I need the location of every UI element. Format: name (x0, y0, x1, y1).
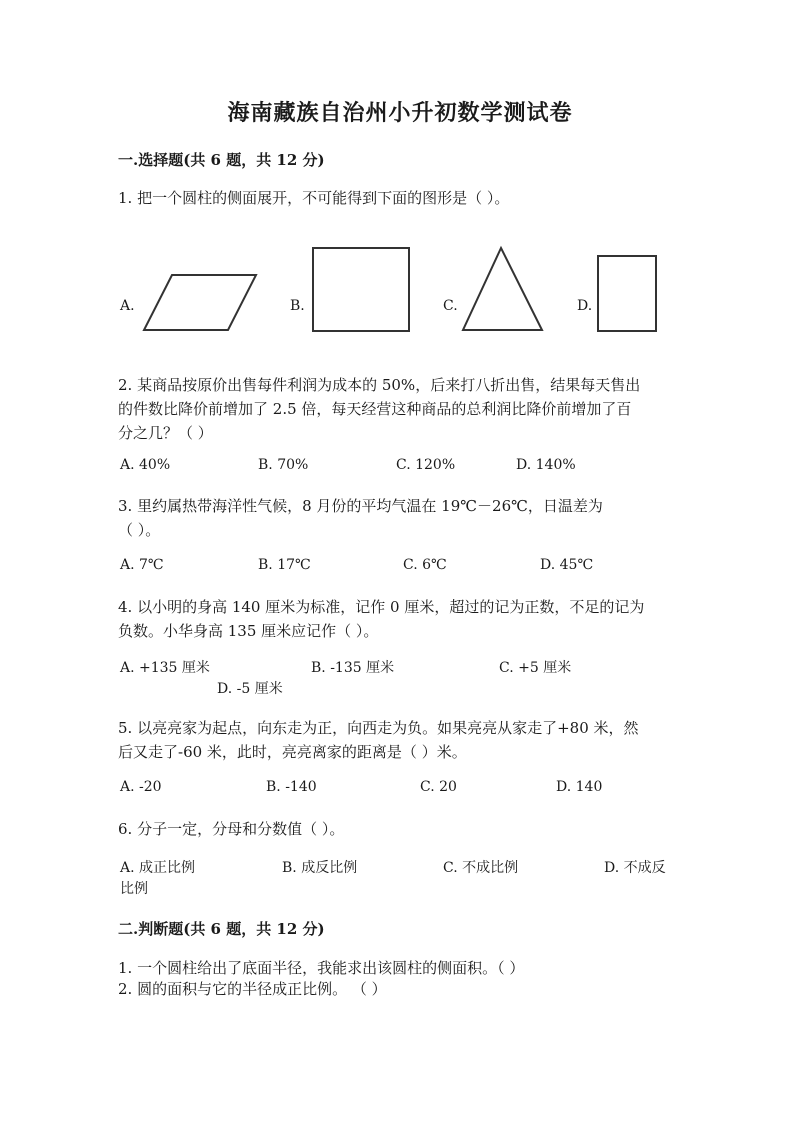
section-heading-judgment: 二.判断题(共 6 题，共 12 分) (118, 920, 325, 938)
q6-option-a[interactable]: A. 成正比例 (120, 860, 196, 876)
q2-option-c[interactable]: C. 120% (396, 457, 456, 473)
question-5-line-1: 5. 以亮亮家为起点，向东走为正，向西走为负。如果亮亮从家走了+80 米，然 (118, 719, 639, 737)
question-2-line-1: 2. 某商品按原价出售每件利润为成本的 50%，后来打八折出售，结果每天售出 (118, 376, 641, 394)
question-1-text: 1. 把一个圆柱的侧面展开，不可能得到下面的图形是（ ）。 (118, 189, 510, 207)
section-heading-choice: 一.选择题(共 6 题，共 12 分) (118, 151, 325, 169)
q3-option-a[interactable]: A. 7℃ (120, 557, 164, 573)
q4-option-a[interactable]: A. +135 厘米 (120, 660, 210, 676)
q3-option-d[interactable]: D. 45℃ (540, 557, 594, 573)
q1-option-c-label[interactable]: C. (443, 298, 458, 314)
q2-option-a[interactable]: A. 40% (120, 457, 171, 473)
q1-option-b-label[interactable]: B. (290, 298, 305, 314)
parallelogram-shape (140, 272, 260, 334)
q4-option-c[interactable]: C. +5 厘米 (499, 660, 572, 676)
square-shape (310, 246, 412, 334)
triangle-shape (460, 246, 546, 334)
judgment-question-2: 2. 圆的面积与它的半径成正比例。 （ ） (118, 980, 387, 998)
question-6-line-1: 6. 分子一定，分母和分数值（ ）。 (118, 820, 345, 838)
q5-option-a[interactable]: A. -20 (120, 779, 162, 795)
q2-option-d[interactable]: D. 140% (516, 457, 576, 473)
q6-option-d-wrap: 比例 (120, 881, 148, 897)
rectangle-shape (595, 254, 659, 334)
question-2-line-3: 分之几？（ ） (118, 424, 213, 442)
q1-option-a-label[interactable]: A. (120, 298, 135, 314)
q5-option-c[interactable]: C. 20 (420, 779, 457, 795)
q6-option-d[interactable]: D. 不成反 (604, 860, 666, 876)
q3-option-c[interactable]: C. 6℃ (403, 557, 447, 573)
question-4-line-1: 4. 以小明的身高 140 厘米为标准，记作 0 厘米，超过的记为正数，不足的记为 (118, 598, 645, 616)
q6-option-c[interactable]: C. 不成比例 (443, 860, 519, 876)
q4-option-b[interactable]: B. -135 厘米 (311, 660, 395, 676)
q3-option-b[interactable]: B. 17℃ (258, 557, 311, 573)
q6-option-b[interactable]: B. 成反比例 (282, 860, 358, 876)
question-5-line-2: 后又走了-60 米，此时，亮亮离家的距离是（ ）米。 (118, 743, 467, 761)
question-3-line-2: （ ）。 (118, 521, 161, 539)
q5-option-d[interactable]: D. 140 (556, 779, 603, 795)
question-4-line-2: 负数。小华身高 135 厘米应记作（ ）。 (118, 622, 379, 640)
judgment-question-1: 1. 一个圆柱给出了底面半径，我能求出该圆柱的侧面积。（ ） (118, 959, 525, 977)
page-title: 海南藏族自治州小升初数学测试卷 (227, 100, 573, 126)
q1-option-d-label[interactable]: D. (577, 298, 593, 314)
q2-option-b[interactable]: B. 70% (258, 457, 309, 473)
question-2-line-2: 的件数比降价前增加了 2.5 倍，每天经营这种商品的总利润比降价前增加了百 (118, 400, 632, 418)
q4-option-d[interactable]: D. -5 厘米 (217, 681, 283, 697)
question-3-line-1: 3. 里约属热带海洋性气候，8 月份的平均气温在 19℃－26℃，日温差为 (118, 497, 603, 515)
q5-option-b[interactable]: B. -140 (266, 779, 317, 795)
